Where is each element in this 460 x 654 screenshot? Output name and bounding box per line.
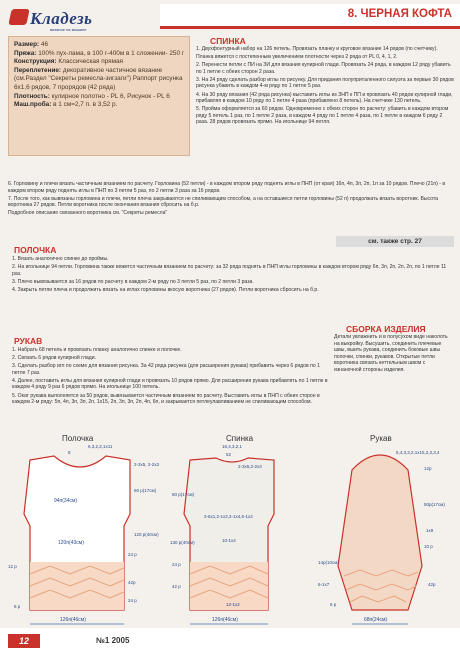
spec-label: Размер: — [14, 41, 40, 48]
spec-value: декоративное частичное вязание (см.Раздел "Секреты ремесла-зигзаги") Раппорт рисунка 6х1,6 рядов, 7 прорядов (42 ряда) — [14, 66, 183, 91]
front-label: 12 р — [8, 564, 17, 569]
sleeve-label: 6-1х7 — [318, 582, 330, 587]
front-label: 2-3х5, 2-2х3 — [134, 462, 160, 467]
instruction-paragraph: 1. Набрать 68 петель и провязать планку аналогично спинке и полочке. — [12, 347, 182, 353]
spec-line — [14, 101, 186, 110]
back-label: 2-3х5,2-2х3 — [238, 464, 262, 469]
spec-label: Плотность: — [14, 92, 50, 100]
sleeve-instructions — [12, 347, 328, 407]
front-label: 94п(34см) — [54, 498, 78, 504]
sleeve-label: 50р(17см) — [424, 502, 445, 507]
section-title: 8. ЧЕРНАЯ КОФТА — [347, 8, 452, 20]
back-instructions-top — [196, 46, 454, 128]
instruction-paragraph: 2. Связать 6 рядов кулирной глади. — [12, 355, 96, 362]
spec-value: Классическая прямая — [56, 58, 123, 66]
logo-subtitle: вязание на машине — [50, 27, 87, 32]
back-label: 16,4,3,2,1 — [222, 444, 243, 449]
assembly-instructions — [334, 334, 454, 375]
instruction-paragraph: 4. Далее, поставить иглы для вязания кулирной глади и провязать 10 рядов прямо. Для расширения рукава прибавлять по 1 петле в каждом 4 ряду 9 раз 6 рядов прямо. На игольнице 100 петель. — [12, 377, 328, 391]
header-band — [160, 4, 460, 29]
instruction-paragraph: Детали увлажнить и в полусухом виде наколоть на выкройку. Высушить, соединить плечевые швы, вшить рукава, соединить боковые швы полочки, спинки, рукавов. Открытые петли воротника связать кеттельным швом с изнаночной стороны изделия. — [334, 334, 448, 373]
instruction-paragraph: 2. На игольнице 94 петли. Горловина также вяжется частичным вязанием по расчету: за 32 ряда поднять в ПНП иглы горловины в каждом втором ряду 6п, 3п, 2п, 2п, 2п, по 1 петле 11 раз. — [12, 264, 447, 277]
back-label: 2-6х1,2-1х2,2-1х4,6-1х2 — [204, 514, 253, 519]
specs-box — [8, 36, 190, 156]
back-label: 126п(46см) — [212, 617, 238, 623]
page-footer — [0, 628, 460, 654]
spec-line — [14, 58, 186, 67]
instruction-paragraph: 2. Перенести петли с ПИ на ЗИ для вязания кулирной глади. Провязать 24 ряда, в каждом 12 ряду убавить по 1 петле с обеих сторон 2 раза. — [196, 62, 451, 75]
pattern-diagrams — [0, 426, 460, 628]
back-instructions-bottom — [8, 181, 454, 218]
sleeve-diagram-title: Рукав — [370, 434, 392, 443]
back-label: 52 — [226, 452, 232, 457]
instruction-paragraph: 5. Пройма оформляется за 60 рядов. Одновременно с обеих сторон по расчету: убавить в каждом втором ряду 5 петель 1 раз, по 1 петле 2 раза, в каждом 4 ряду по 1 петле 4 раза, по 1 петле в каждом 6 ряду 2 раза. 28 рядов провязать прямо. На игольнице 94 петля. — [196, 106, 449, 126]
front-label: 6 р — [14, 604, 21, 609]
front-diagram-title: Полочка — [62, 434, 94, 443]
spec-label: Переплетение: — [14, 66, 62, 74]
sleeve-label: 10 р — [424, 544, 433, 549]
instruction-paragraph: Планка вяжется с постепенным увеличением плотности через 2 ряда от PL 0, 4, 1, 2. — [196, 54, 398, 61]
spec-line — [14, 93, 186, 102]
back-label: 60 р(17см) — [172, 492, 195, 497]
spec-label: Конструкция: — [14, 58, 57, 66]
instruction-paragraph: 7. После того, как вывязаны горловина и плечи, петли плеча закрываются не спиливающим способом, а на оставшиеся петли горловины (52 п) продолжать вязать воротник. Высота воротника 27 рядов. Петли воротника после окончания вязания сбросить на б.р. — [8, 195, 438, 209]
sleeve-label: 14р(10см) — [318, 560, 339, 565]
diagrams-svg — [0, 426, 460, 628]
page-reference: см. также стр. 27 — [336, 236, 454, 247]
spec-label: Пряжа: — [14, 49, 37, 57]
instruction-paragraph: 3. Сделать разбор игл по схеме для вязания рисунка. За 42 ряда рисунка (для расширения рукава) прибавить через 6 рядов по 1 петле 7 раз. — [12, 363, 320, 376]
sleeve-title: РУКАВ — [14, 336, 43, 346]
spec-label: Маш.проба: — [14, 101, 52, 109]
back-label: 12-1х2 — [226, 602, 240, 607]
front-instructions — [12, 256, 454, 295]
assembly-title: СБОРКА ИЗДЕЛИЯ — [346, 324, 426, 334]
spec-value: 46 — [39, 41, 49, 48]
instruction-paragraph: 1. Двухфонтурный набор на 126 петель. Провязать планку и круговое вязание 14 рядов (по счетчику). — [196, 46, 438, 52]
spec-value: 100% пух-лама, в 100 г-400м в 1 сложении- 250 г — [36, 49, 185, 57]
specs-list — [14, 41, 186, 110]
front-label: 24 р — [128, 598, 137, 603]
front-label: 6,3,2,2,1х11 — [88, 444, 113, 449]
back-label: 130 р(40см) — [170, 540, 195, 545]
front-label: 120 р(40см) — [134, 532, 159, 537]
page-number: 12 — [8, 634, 40, 648]
front-label: 42р — [128, 580, 136, 585]
front-label: 60 р(17см) — [134, 488, 157, 493]
instruction-paragraph: 5. Окат рукава выполняется за 50 рядов, вывязывается частичным вязанием по расчету. Выставить иглы в ПНП с обеих сторон в каждом 2-м ряду: 5п, 4п, 3п, 3п, 2п, 1х15, 2п, 3п, 3п, 2п, 4п, 6п, и закрывается петлеулавливанием не спиливающим способом. — [12, 392, 320, 406]
issue-number: №1 2005 — [96, 636, 130, 645]
sleeve-schematic — [338, 455, 422, 624]
back-label: 24 р — [172, 562, 181, 567]
spec-line — [14, 41, 186, 50]
instruction-paragraph: 3. Плечо вывязывается за 16 рядов по расчету в каждом 2-м ряду по 3 петли 5 раз, по 2 петли 3 раза. — [12, 278, 254, 285]
instruction-paragraph: 4. На 30 ряду вязания (42 ряда рисунка) выставить иглы из ЗНП к ПП и провязать 40 рядов кулирной глади, прибавляя в каждом 10 ряду по 1 петле 4 раза (прибавлено 8 петель). На счетчике 130 петель. — [196, 91, 453, 105]
sleeve-label: 42р — [428, 582, 436, 587]
back-label: 42 р — [172, 584, 181, 589]
back-diagram-title: Спинка — [226, 434, 254, 443]
sleeve-label: 12р — [424, 466, 432, 471]
back-title: СПИНКА — [210, 36, 246, 46]
instruction-paragraph: Подробное описание связанного воротника см. "Секреты ремесла" — [8, 210, 168, 217]
instruction-paragraph: 4. Закрыть петли плеча и продолжить вязать на иглах горловины вкосую воротника (27 рядов). Петли воротника сбросить на б.р. — [12, 286, 319, 293]
instruction-paragraph: 3. На 24 ряду сделать разбор иглы по рисунку. Для придания полуприталенного силуэта за первые 30 рядов рисунка убавить в каждом 4-м ряду по 1 петле 5 раз. — [196, 76, 454, 90]
logo-mark-icon — [8, 9, 29, 25]
instruction-paragraph: 1. Вязать аналогично спинке до проймы. — [12, 256, 109, 262]
instruction-paragraph: 6. Горловину и плечи вязать частичным вязанием по расчету. Горловина (52 петли) - в каждом втором ряду поднять иглы в ПНП (от края) 16п, 4п, 3п, 2п, 1п за 10 рядов. Плечо (21п) - в каждом втором ряду поднять иглы в ПНП по 3 петли 5 раз, по 2 петли 3 раза за 16 рядов. — [8, 181, 446, 194]
spec-line — [14, 67, 186, 93]
spec-value: кулирное полотно - PL 6, Рисунок - PL 6 — [49, 92, 170, 100]
front-label: 126п(46см) — [60, 617, 86, 623]
back-label: 10-1х4 — [222, 538, 236, 543]
sleeve-label: 5,4,3,3,2,1х15,2,3,3,4 — [396, 450, 440, 455]
front-label: 8 — [68, 450, 71, 455]
sleeve-label: 68п(24см) — [364, 617, 388, 623]
front-label: 120п(43см) — [58, 540, 84, 546]
spec-value: в 1 см=2,7 п. в 3,52 р. — [51, 101, 118, 109]
logo-title: Кладезь — [30, 9, 93, 28]
sleeve-label: 6 р — [330, 602, 337, 607]
spec-line — [14, 50, 186, 59]
front-title: ПОЛОЧКА — [14, 245, 57, 255]
magazine-logo — [6, 3, 156, 33]
front-label: 24 р — [128, 552, 137, 557]
sleeve-label: 1х9 — [426, 528, 434, 533]
